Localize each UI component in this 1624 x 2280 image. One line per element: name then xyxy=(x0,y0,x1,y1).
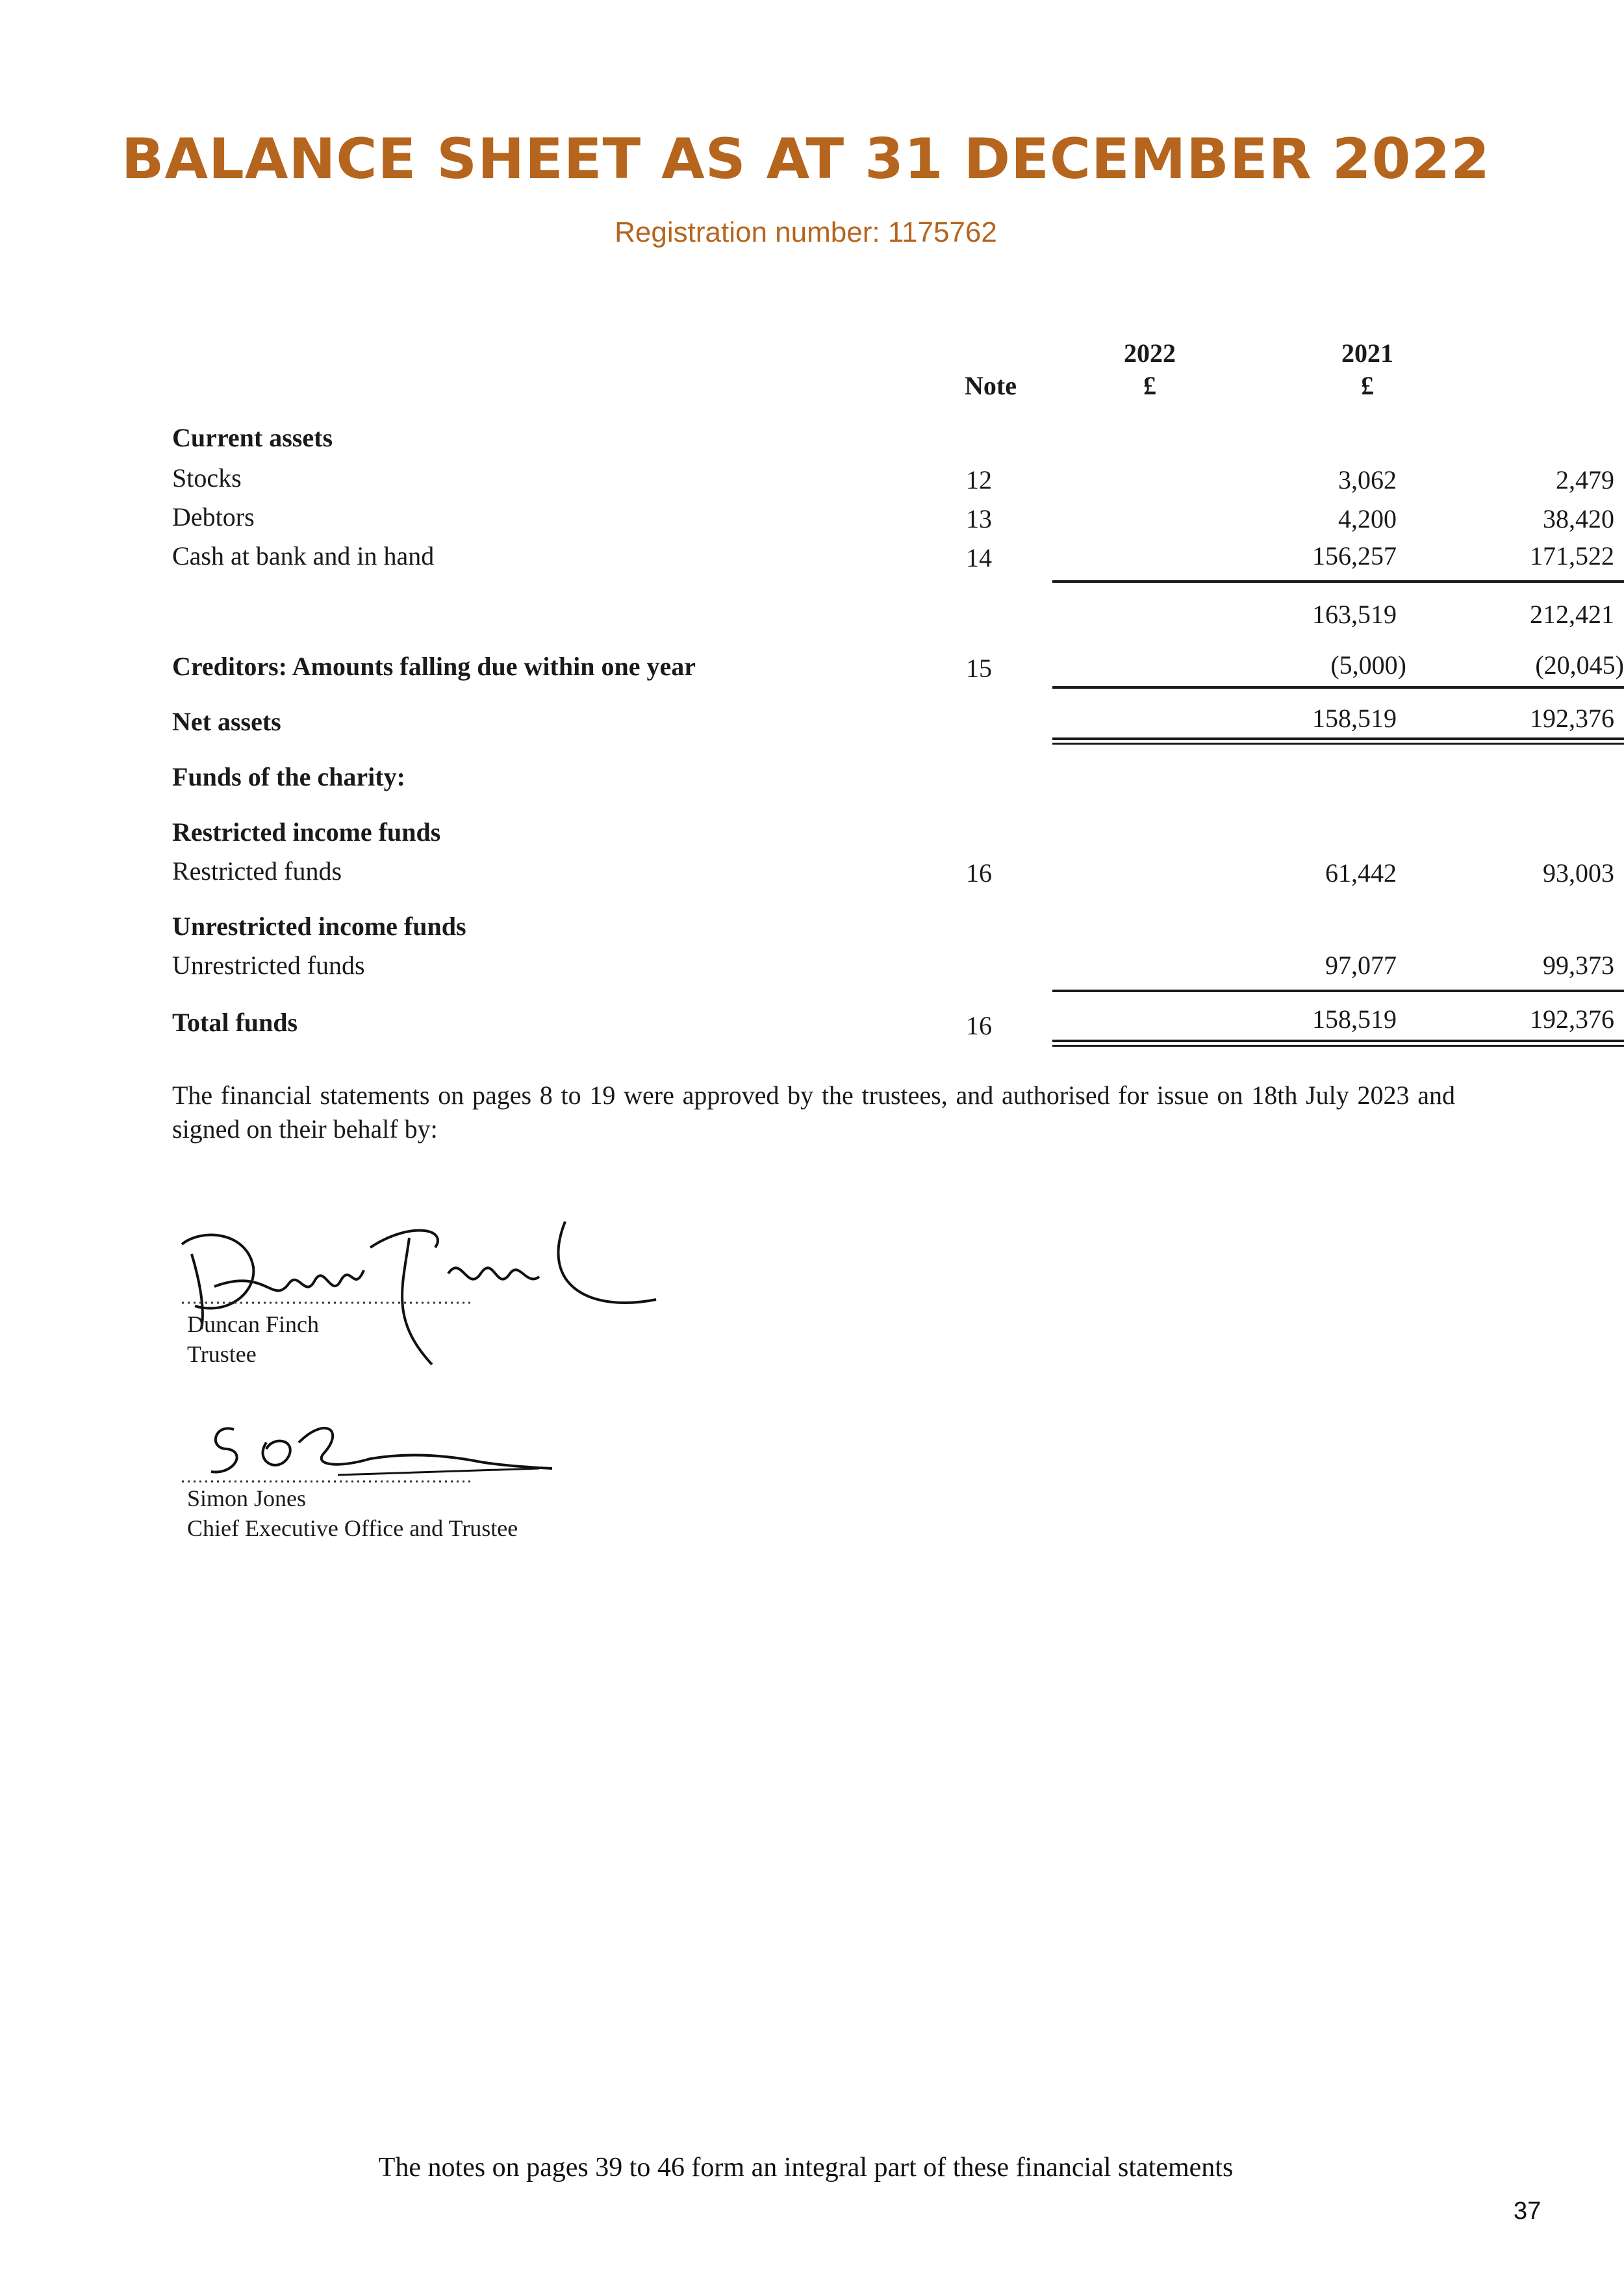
rule-2021 xyxy=(1270,686,1624,689)
subtotal-2021: 212,421 xyxy=(1530,600,1614,629)
funds-heading: Funds of the charity: xyxy=(172,762,405,791)
unrestricted-heading: Unrestricted income funds xyxy=(172,912,466,941)
signatory-role: Trustee xyxy=(187,1341,257,1367)
row-note: 16 xyxy=(966,858,992,888)
row-label: Net assets xyxy=(172,707,281,736)
row-label: Cash at bank and in hand xyxy=(172,541,435,570)
row-label: Unrestricted funds xyxy=(172,951,365,980)
value-2021: 93,003 xyxy=(1543,858,1614,888)
value-2022: 158,519 xyxy=(1312,1005,1397,1034)
signatory-role: Chief Executive Office and Trustee xyxy=(187,1515,518,1541)
value-2022: (5,000) xyxy=(1330,650,1406,680)
value-2022: 61,442 xyxy=(1325,858,1397,888)
row-note: 14 xyxy=(966,543,992,572)
current-assets-heading: Current assets xyxy=(172,423,333,452)
subtotal-2022: 163,519 xyxy=(1312,600,1397,629)
row-note: 16 xyxy=(966,1011,992,1040)
restricted-heading: Restricted income funds xyxy=(172,817,441,847)
column-header-2022: 2022 xyxy=(1124,339,1176,368)
row-label: Restricted funds xyxy=(172,856,342,886)
value-2021: 2,479 xyxy=(1556,465,1614,494)
footer-note: The notes on pages 39 to 46 form an integral part of these financial statements xyxy=(378,2153,1234,2183)
rule-2021 xyxy=(1270,580,1624,583)
row-note: 15 xyxy=(966,654,992,683)
currency-2021: £ xyxy=(1361,371,1374,400)
signatory-name: Simon Jones xyxy=(187,1485,307,1511)
row-note: 13 xyxy=(966,504,992,533)
value-2022: 156,257 xyxy=(1312,541,1397,570)
value-2021: 171,522 xyxy=(1530,541,1614,570)
page-title: BALANCE SHEET AS AT 31 DECEMBER 2022 xyxy=(121,127,1491,192)
value-2022: 3,062 xyxy=(1338,465,1397,494)
value-2021: 192,376 xyxy=(1530,1005,1614,1034)
page-number: 37 xyxy=(1514,2197,1542,2225)
approval-statement: The financial statements on pages 8 to 19 were approved by the trustees, and authorised for issue on 18th July 2023 and signed on their behalf by: xyxy=(172,1081,1455,1144)
value-2021: (20,045) xyxy=(1535,650,1624,680)
rule-2021 xyxy=(1270,990,1624,992)
signatory-1 xyxy=(187,1309,319,1369)
signatory-2 xyxy=(187,1483,518,1543)
registration-number: Registration number: 1175762 xyxy=(615,216,997,248)
value-2022: 97,077 xyxy=(1325,951,1397,980)
column-header-2021: 2021 xyxy=(1341,339,1393,368)
value-2021: 38,420 xyxy=(1543,504,1614,533)
row-note: 12 xyxy=(966,465,992,494)
currency-2022: £ xyxy=(1143,371,1156,400)
signature-simon-jones xyxy=(175,1403,565,1494)
value-2022: 158,519 xyxy=(1312,704,1397,733)
double-rule-2021 xyxy=(1270,737,1624,745)
signatory-name: Duncan Finch xyxy=(187,1311,319,1337)
double-rule-2021 xyxy=(1270,1040,1624,1047)
row-label: Debtors xyxy=(172,502,255,532)
value-2022: 4,200 xyxy=(1338,504,1397,533)
row-label: Creditors: Amounts falling due within one year xyxy=(172,652,696,681)
column-header-note: Note xyxy=(965,371,1017,400)
row-label: Stocks xyxy=(172,463,242,493)
value-2021: 99,373 xyxy=(1543,951,1614,980)
value-2021: 192,376 xyxy=(1530,704,1614,733)
row-label: Total funds xyxy=(172,1008,298,1037)
